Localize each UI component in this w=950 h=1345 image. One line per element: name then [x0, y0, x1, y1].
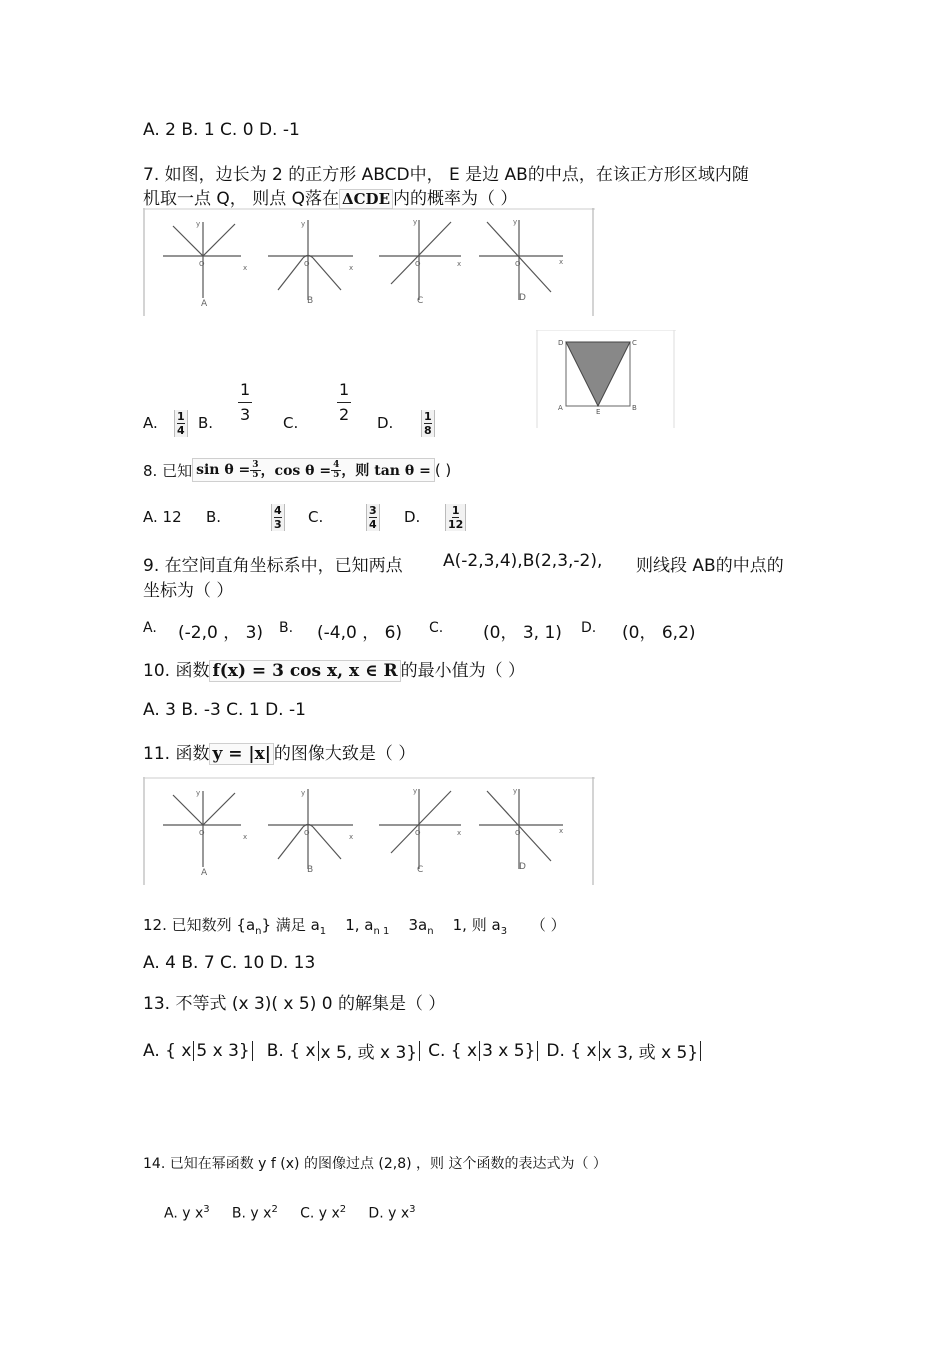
q11-graph-d	[479, 789, 563, 869]
q14-exp-b: 2	[271, 1204, 278, 1215]
q13-option-b: B. { x	[266, 1040, 316, 1061]
q14-options	[164, 1204, 416, 1222]
q8-cos: ，cos θ =	[260, 463, 332, 479]
q7-square-label-a: A	[558, 404, 563, 412]
q12-text-d: 3a	[408, 916, 428, 934]
svg-text:y: y	[196, 789, 201, 797]
svg-text:O: O	[304, 829, 310, 837]
q14-exp-c: 2	[339, 1204, 347, 1215]
q12-s4: 3	[500, 926, 508, 937]
svg-text:x: x	[457, 260, 462, 268]
svg-text:x: x	[559, 827, 564, 835]
q7-text-line2-a: 机取一点 Q， 则点 Q落在	[143, 189, 339, 209]
q11-graph-label-d: D	[519, 862, 526, 872]
q7-graph-b	[268, 220, 353, 300]
q13-option-d: D. { x	[546, 1040, 597, 1061]
q12-text-b: } 满足 a	[261, 916, 320, 934]
svg-text:y: y	[513, 787, 518, 795]
q7-graph-label-b: B	[307, 296, 314, 306]
svg-text:O: O	[415, 260, 421, 268]
q8-tan: ，则 tan θ =	[341, 463, 431, 479]
q14-text: 14. 已知在幂函数 y f (x) 的图像过点 (2,8) ，则 这个函数的表达式为（ ）	[143, 1156, 607, 1172]
q8-suffix: ( )	[434, 461, 452, 479]
svg-text:O: O	[304, 260, 310, 268]
q11-graph-options	[143, 777, 595, 885]
svg-text:y: y	[301, 789, 306, 797]
q8-option-b-label: B.	[206, 508, 222, 526]
q10-prefix: 10. 函数	[143, 661, 210, 681]
q14-exp-a: 3	[203, 1204, 210, 1215]
q7-a-den: 4	[177, 424, 185, 437]
q7-graph-label-a: A	[201, 299, 208, 309]
q8-text	[143, 453, 451, 487]
q9-text-c: 则线段 AB的中点的	[636, 556, 784, 576]
q7-option-c-frac	[337, 382, 351, 423]
q9-option-d: (0， 6,2)	[622, 623, 696, 643]
q11-text	[143, 739, 415, 765]
q7-square-label-c: C	[632, 339, 637, 347]
q7-c-num: 1	[337, 382, 351, 403]
svg-text:x: x	[559, 258, 564, 266]
svg-text:x: x	[349, 264, 354, 272]
q14-exp-d: 3	[409, 1204, 416, 1215]
q13-option-b-body: x 5, 或 x 3}	[320, 1043, 418, 1063]
q9-option-a-label: A.	[143, 620, 157, 636]
q8-math	[192, 458, 435, 482]
q8-b-den: 3	[274, 518, 282, 531]
svg-text:x: x	[243, 833, 248, 841]
q8-option-c-frac	[366, 499, 380, 531]
q7-graph-d	[479, 220, 563, 300]
q11-math: y = |x|	[209, 743, 273, 765]
q8-sin: sin θ =	[196, 462, 251, 478]
q8-option-d-frac	[445, 499, 466, 531]
q6-options: A. 2 B. 1 C. 0 D. -1	[143, 120, 300, 140]
svg-text:O: O	[199, 260, 205, 268]
q11-prefix: 11. 函数	[143, 744, 210, 764]
q8-b-num: 4	[274, 504, 282, 517]
q10-suffix: 的最小值为（ ）	[400, 661, 526, 681]
q10-math: f(x) = 3 cos x, x ∈ R	[209, 660, 400, 682]
svg-text:x: x	[243, 264, 248, 272]
q12-text	[143, 914, 566, 937]
q7-square-label-e: E	[596, 408, 601, 416]
q11-graph-label-a: A	[201, 868, 208, 878]
q9-text-b: A(-2,3,4),B(2,3,-2),	[443, 551, 603, 571]
q8-option-d-label: D.	[404, 508, 421, 526]
q11-graph-b	[268, 789, 353, 869]
q14-option-c: C. y x	[300, 1205, 340, 1222]
q8-option-b-frac	[271, 499, 285, 531]
svg-text:y: y	[413, 787, 418, 795]
q11-suffix: 的图像大致是（ ）	[273, 744, 416, 764]
q12-s1: 1	[319, 926, 327, 937]
svg-text:x: x	[457, 829, 462, 837]
q12-text-e: 1, 则 a	[452, 916, 501, 934]
q9-option-b: (-4,0 ， 6)	[317, 623, 403, 643]
q9-option-b-label: B.	[279, 620, 294, 636]
q8-c-num: 3	[369, 504, 377, 517]
q7-option-a-label: A.	[143, 414, 158, 432]
q8-sin-den: 5	[252, 469, 259, 480]
q12-suffix: （ ）	[530, 916, 566, 934]
q13-text: 13. 不等式 (x 3)( x 5) 0 的解集是（ ）	[143, 994, 446, 1014]
q7-option-b-label: B.	[198, 414, 214, 432]
q7-d-den: 8	[424, 424, 432, 437]
q8-cos-den: 5	[333, 469, 340, 480]
svg-text:y: y	[513, 218, 518, 226]
q11-graph-label-b: B	[307, 865, 314, 875]
q10-options: A. 3 B. -3 C. 1 D. -1	[143, 700, 306, 720]
q8-option-a: A. 12	[143, 508, 182, 526]
q12-a: a	[245, 916, 256, 934]
q10-text	[143, 656, 525, 682]
q7-a-num: 1	[177, 410, 185, 423]
q14-option-d: D. y x	[368, 1205, 410, 1222]
q7-text-line1: 7. 如图，边长为 2 的正方形 ABCD中， E 是边 AB的中点，在该正方形区域内随	[143, 165, 749, 185]
svg-text:O: O	[415, 829, 421, 837]
svg-text:O: O	[515, 260, 521, 268]
q13-option-a: A. { x	[143, 1040, 192, 1061]
q8-option-c-label: C.	[308, 508, 324, 526]
svg-text:y: y	[413, 218, 418, 226]
q11-graph-label-c: C	[417, 865, 424, 875]
q7-option-a-frac	[174, 405, 188, 437]
q7-square-figure	[536, 330, 676, 428]
q13-option-c-body: 3 x 5}	[482, 1040, 536, 1061]
q8-c-den: 4	[369, 518, 377, 531]
q9-option-a: (-2,0 ， 3)	[178, 623, 264, 643]
q8-d-num: 1	[451, 504, 460, 517]
q8-sin-num: 3	[252, 459, 259, 470]
q12-s2: n 1	[373, 926, 390, 937]
svg-text:O: O	[199, 829, 205, 837]
svg-text:y: y	[196, 220, 201, 228]
q7-option-d-label: D.	[377, 414, 394, 432]
q13-option-d-body: x 3, 或 x 5}	[601, 1043, 699, 1063]
svg-text:O: O	[515, 829, 521, 837]
q7-square-label-b: B	[632, 404, 637, 412]
q7-option-d-frac	[421, 405, 435, 437]
q7-text-line2-b: 内的概率为（ ）	[393, 189, 518, 209]
q12-text-a: 12. 已知数列 {	[143, 916, 246, 934]
q12-text-c: 1, a	[345, 916, 374, 934]
q12-n: n	[255, 926, 262, 937]
q7-b-den: 3	[240, 405, 251, 424]
q7-option-b-frac	[238, 382, 252, 423]
q8-prefix: 8. 已知	[143, 461, 193, 480]
q9-text-line2: 坐标为（ ）	[143, 581, 234, 601]
q12-options: A. 4 B. 7 C. 10 D. 13	[143, 953, 316, 973]
q8-cos-num: 4	[333, 459, 340, 470]
q7-graph-options	[143, 208, 595, 316]
q7-graph-label-c: C	[417, 296, 424, 306]
q13-options	[143, 1038, 703, 1063]
q7-text-line2	[143, 184, 517, 209]
q9-option-d-label: D.	[581, 620, 597, 636]
q7-d-num: 1	[424, 410, 432, 423]
svg-text:x: x	[349, 833, 354, 841]
q8-d-den: 12	[448, 518, 464, 531]
q7-c-den: 2	[339, 405, 350, 424]
q12-s3: n	[427, 926, 434, 937]
q14-option-b: B. y x	[231, 1205, 272, 1222]
q7-graph-label-d: D	[519, 293, 526, 303]
q14-option-a: A. y x	[164, 1205, 204, 1222]
q9-option-c-label: C.	[429, 620, 444, 636]
q7-triangle-math: ΔCDE	[339, 189, 393, 209]
q9-text-a: 9. 在空间直角坐标系中，已知两点	[143, 556, 403, 576]
q7-square-label-d: D	[558, 339, 564, 347]
q13-option-a-body: 5 x 3}	[196, 1040, 250, 1061]
q7-b-num: 1	[238, 382, 252, 403]
q9-option-c: (0， 3, 1)	[483, 623, 562, 643]
svg-text:y: y	[301, 220, 306, 228]
q13-option-c: C. { x	[428, 1040, 478, 1061]
q7-option-c-label: C.	[283, 414, 299, 432]
